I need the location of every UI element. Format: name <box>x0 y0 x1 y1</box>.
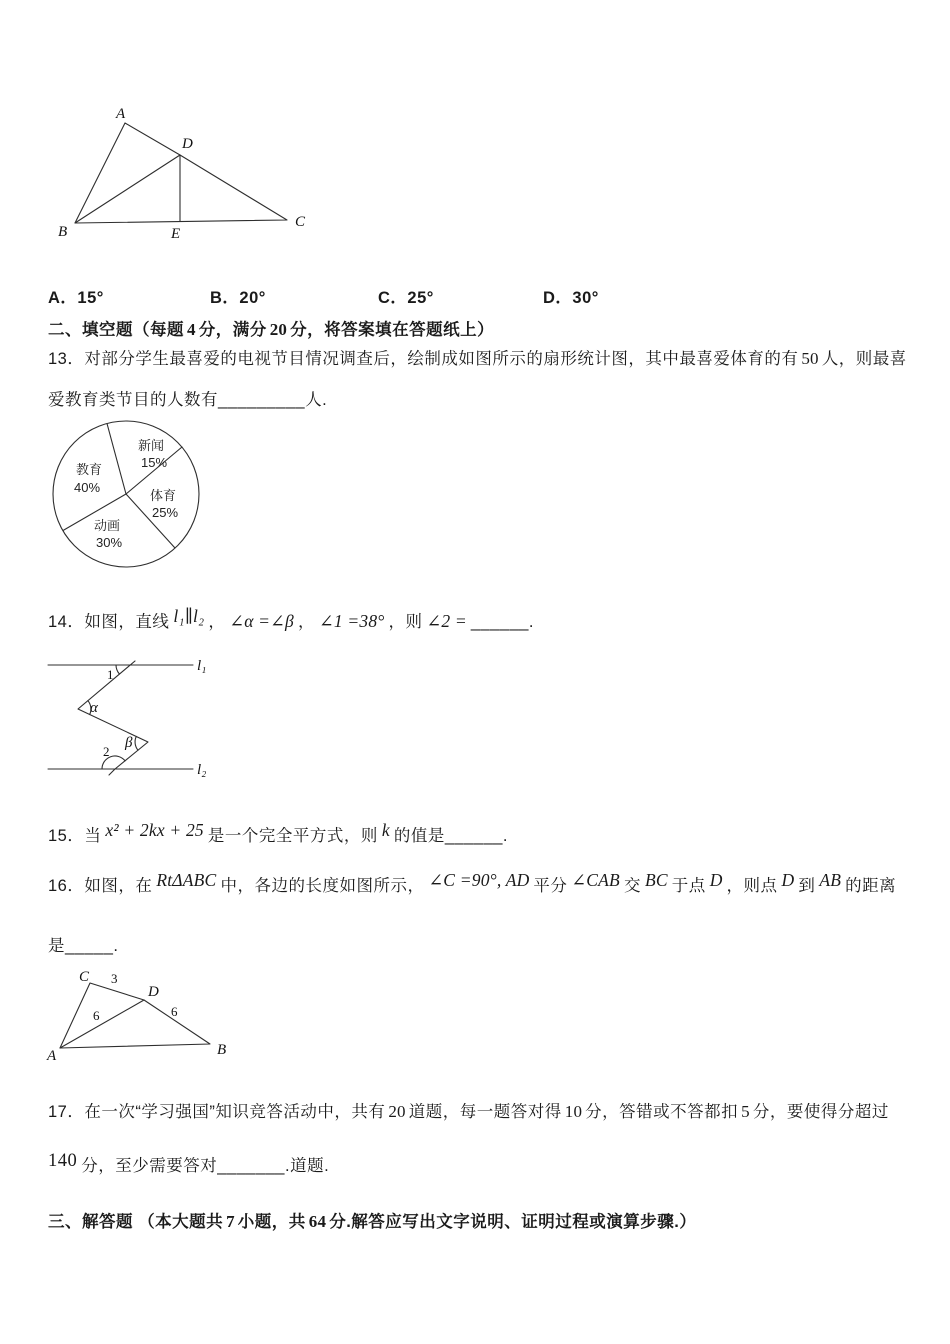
q14-blank: ______. <box>470 613 535 631</box>
rt-vertex-a: A <box>47 1048 57 1064</box>
right-triangle-figure-q16 <box>45 970 245 1070</box>
question-17-line-2 <box>48 1152 329 1177</box>
q16-math-d1: D <box>709 870 723 890</box>
triangle-figure-q12 <box>50 103 320 253</box>
pie-label-news: 新闻 <box>138 438 165 453</box>
q16-text-6: ，则点 <box>726 877 778 895</box>
q16-math-rtabc: RtΔABC <box>156 870 217 890</box>
q15-math-trinomial: x² + 2kx + 25 <box>105 820 204 840</box>
q16-math-bc: BC <box>644 870 668 890</box>
line-label-l1: l₁ <box>197 658 207 674</box>
q13-text-2: 人，则最喜 <box>821 350 907 368</box>
q17-text-5: 分，至少需要答对_______.道题. <box>81 1157 330 1175</box>
question-13-line-1 <box>48 345 907 369</box>
vertex-label-e: E <box>171 226 181 242</box>
pie-pct-animation: 30% <box>96 535 123 550</box>
pie-pct-education: 40% <box>74 480 101 495</box>
section-fill-text-2: 分，满分 <box>198 321 267 339</box>
vertex-label-b: B <box>58 224 68 240</box>
option-d: D．30° <box>543 289 599 307</box>
q16-text-5: 于点 <box>671 877 706 895</box>
q16-text-1: 16．如图，在 <box>48 877 153 895</box>
q16-math-angle-c-ad: ∠C =90°, AD <box>428 870 530 890</box>
line-label-l2: l₂ <box>197 762 207 778</box>
q17-num-140: 140 <box>48 1151 78 1171</box>
q15-math-k: k <box>381 820 390 840</box>
vertex-label-d: D <box>182 136 193 152</box>
question-16-line-2: 是_____. <box>48 937 119 955</box>
rt-vertex-d: D <box>148 984 159 1000</box>
q14-math-parallel: l₁∥l₂ <box>173 606 205 626</box>
parallel-lines-figure-q14 <box>45 652 225 787</box>
option-a: A．15° <box>48 289 104 307</box>
section-answer-num-1: 7 <box>226 1212 235 1231</box>
q16-text-7: 到 <box>798 877 816 895</box>
rt-vertex-b: B <box>217 1042 227 1058</box>
rt-side-ad: 6 <box>93 1008 100 1023</box>
vertex-label-a: A <box>116 106 126 122</box>
option-b: B．20° <box>210 289 266 307</box>
angle-label-2: 2 <box>103 744 110 759</box>
rt-vertex-c: C <box>79 970 90 985</box>
angle-label-beta: β <box>125 735 133 751</box>
right-triangle-edges <box>60 983 210 1048</box>
q14-math-alpha-beta: ∠α =∠β <box>229 611 294 631</box>
pie-label-sports: 体育 <box>150 488 177 503</box>
question-13-line-2: 爱教育类节目的人数有_________人. <box>48 391 328 409</box>
q17-text-4: 分，要使得分超过 <box>752 1103 889 1121</box>
q16-text-4: 交 <box>623 877 641 895</box>
section-heading-answer <box>48 1208 696 1232</box>
section-heading-fill-in <box>48 316 494 340</box>
rt-side-db: 6 <box>171 1004 178 1019</box>
q15-text-3: 的值是______. <box>393 827 509 845</box>
q15-text-2: 是一个完全平方式，则 <box>207 827 378 845</box>
q14-text-4: ，则 <box>388 613 423 631</box>
q14-math-angle2: ∠2 = <box>426 611 467 631</box>
pie-label-animation: 动画 <box>94 518 121 533</box>
section-answer-text-1: 三、解答题 （本大题共 <box>48 1213 224 1231</box>
q16-math-d2: D <box>781 870 795 890</box>
angle-label-1: 1 <box>107 667 114 682</box>
section-fill-text-1: 二、填空题（每题 <box>48 321 184 339</box>
q17-text-3: 分，答错或不答都扣 <box>585 1103 739 1121</box>
question-15-line <box>48 822 508 846</box>
pie-chart-q13 <box>46 412 221 580</box>
option-c: C．25° <box>378 289 434 307</box>
pie-pct-news: 15% <box>141 455 168 470</box>
rt-side-cd: 3 <box>111 971 118 986</box>
q16-text-8: 的距离 <box>845 877 897 895</box>
section-fill-text-3: 分，将答案填在答题纸上） <box>290 321 495 339</box>
question-16-line-1 <box>48 872 896 896</box>
q17-num-5: 5 <box>741 1102 750 1121</box>
q14-text-1: 14．如图，直线 <box>48 613 170 631</box>
q14-math-angle1: ∠1 =38° <box>318 611 385 631</box>
angle-label-alpha: α <box>90 700 98 716</box>
q14-text-3: ， <box>297 613 315 631</box>
q16-text-2: 中，各边的长度如图所示， <box>220 877 425 895</box>
section-answer-text-3: 分.解答应写出文字说明、证明过程或演算步骤.） <box>329 1213 697 1231</box>
section-answer-num-2: 64 <box>308 1212 327 1231</box>
parallel-lines <box>48 661 193 775</box>
q17-num-20: 20 <box>388 1102 406 1121</box>
question-17-line-1 <box>48 1098 889 1122</box>
pie-label-education: 教育 <box>76 462 103 477</box>
pie-pct-sports: 25% <box>152 505 179 520</box>
q13-text-1: 13．对部分学生最喜爱的电视节目情况调查后，绘制成如图所示的扇形统计图，其中最喜爱体育的有 <box>48 350 799 368</box>
q14-text-2: ， <box>208 613 226 631</box>
section-answer-text-2: 小题，共 <box>237 1213 306 1231</box>
q17-text-2: 道题，每一题答对得 <box>408 1103 562 1121</box>
q16-text-3: 平分 <box>533 877 568 895</box>
vertex-label-c: C <box>295 214 306 230</box>
q17-num-10: 10 <box>564 1102 583 1121</box>
q15-text-1: 15．当 <box>48 827 102 845</box>
question-14-line <box>48 608 534 632</box>
q16-math-ab: AB <box>819 870 842 890</box>
q17-text-1: 17．在一次“学习强国”知识竞答活动中，共有 <box>48 1103 386 1121</box>
section-fill-num-1: 4 <box>187 320 196 339</box>
triangle-edges <box>75 123 287 223</box>
q13-num-50: 50 <box>801 349 819 368</box>
section-fill-num-2: 20 <box>269 320 288 339</box>
q16-math-cab: ∠CAB <box>571 870 620 890</box>
